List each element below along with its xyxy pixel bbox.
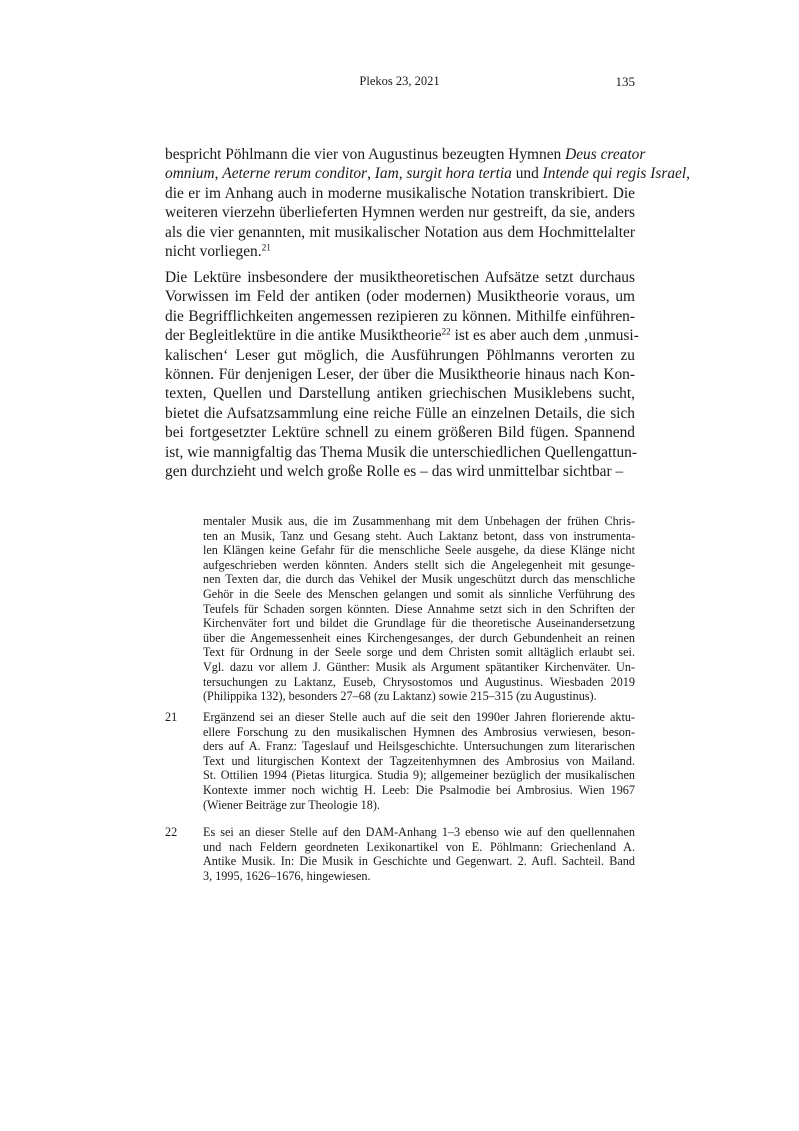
text-run: kalischen‘ Leser gut möglich, die Ausführungen Pöhlmanns verorten zu <box>165 346 635 364</box>
text-line <box>165 326 639 345</box>
text-line <box>203 631 635 646</box>
text-line <box>203 825 635 840</box>
body-paragraph <box>165 268 639 481</box>
footnote-reference[interactable]: 21 <box>261 242 271 253</box>
text-line <box>165 223 635 242</box>
text-run: bietet die Aufsatzsammlung eine reiche Fülle an einzelnen Details, die sich <box>165 404 635 422</box>
italic-title: Iam, surgit hora tertia <box>374 165 512 183</box>
text-run: bespricht Pöhlmann die vier von Augustinus bezeugten Hymnen <box>165 146 566 163</box>
italic-title: Intende qui regis Israel <box>542 165 687 183</box>
footnote-21 <box>165 710 635 812</box>
text-line <box>165 145 646 164</box>
text-run: Die Lektüre insbesondere der musiktheoretischen Aufsätze setzt durchaus <box>165 269 635 286</box>
text-line <box>203 616 635 631</box>
text-run: (Wiener Beiträge zur Theologie 18). <box>203 797 380 812</box>
footnote-number: 21 <box>165 710 178 724</box>
text-line <box>165 423 635 442</box>
text-line <box>165 203 635 222</box>
text-line <box>203 739 635 754</box>
text-run: ten an Musik, Tanz und Gesang steht. Auch Laktanz betont, dass von instrumenta- <box>203 528 635 543</box>
text-run: aufgeschrieben werden könnten. Anders stellt sich die Angelegenheit mit gesunge- <box>203 557 635 572</box>
text-line <box>203 783 635 798</box>
text-run: bei fortgesetzter Lektüre schnell zu einem größeren Bild fügen. Spannend <box>165 424 635 442</box>
text-line <box>165 184 635 203</box>
text-run: und nach Feldern geordneten Lexikonartikel von E. Pöhlmann: Griechenland A. <box>203 839 635 854</box>
text-run: ellere Forschung zu den musikalischen Hymnen des Ambrosius verwiesen, beson- <box>203 724 635 739</box>
text-run: als die vier genannten, mit musikalischer Notation aus dem Hochmittelalter <box>165 223 635 241</box>
text-line <box>165 164 690 183</box>
text-run: Text und liturgischen Kontext der Tagzeitenhymnen des Ambrosius von Mailand. <box>203 753 635 768</box>
text-run: Ergänzend sei an dieser Stelle auch auf die seit den 1990er Jahren florierende aktu- <box>203 710 635 724</box>
text-line <box>203 543 635 558</box>
text-run: und <box>511 165 543 183</box>
italic-title: Aeterne rerum conditor <box>222 165 368 183</box>
text-run: Teufels für Schaden sorgen könnten. Diese Annahme setzt sich in den Schriften der <box>203 601 635 616</box>
text-run: Text für Ordnung in der Seele sorge und dem Christen somit alltäglich erlaubt sei. <box>203 645 635 660</box>
text-line <box>203 840 635 855</box>
text-line <box>165 287 635 306</box>
text-line <box>203 587 635 602</box>
text-line <box>165 268 635 287</box>
text-run: Es sei an dieser Stelle auf den DAM-Anhang 1–3 ebenso wie auf den quellennahen <box>203 825 635 839</box>
text-run: texten, Quellen und Darstellung antiken griechischen Musiklebens sucht, <box>165 385 635 403</box>
text-run: 3, 1995, 1626–1676, hingewiesen. <box>203 868 371 883</box>
text-run: Antike Musik. In: Die Musik in Geschichte und Gegenwart. 2. Aufl. Sachteil. Band <box>203 854 635 869</box>
text-line <box>203 725 635 740</box>
text-line <box>203 558 635 573</box>
text-line <box>203 754 635 769</box>
running-header: Plekos 23, 2021 <box>359 74 440 88</box>
text-line <box>165 365 635 384</box>
body-paragraph <box>165 145 690 261</box>
text-line <box>203 798 635 813</box>
text-line <box>203 768 635 783</box>
text-run: Vorwissen im Feld der antiken (oder modernen) Musiktheorie voraus, um <box>165 288 635 306</box>
text-run: weiteren vierzehn überlieferten Hymnen werden nur gestreift, da sie, anders <box>165 204 635 222</box>
text-line <box>203 710 635 725</box>
footnote-number: 22 <box>165 825 178 839</box>
text-line <box>203 660 635 675</box>
text-run: Vgl. dazu vor allem J. Günther: Musik als Argument spätantiker Kirchenväter. Un- <box>203 659 635 674</box>
text-run: ist, wie mannigfaltig das Thema Musik die unterschiedlichen Quellengattun- <box>165 443 638 461</box>
text-line <box>203 602 635 617</box>
text-run: St. Ottilien 1994 (Pietas liturgica. Studia 9); allgemeiner bezüglich der musikalischen <box>203 768 635 783</box>
text-line <box>165 462 635 481</box>
text-run: , <box>686 165 690 183</box>
text-line <box>165 384 635 403</box>
text-run: (Philippika 132), besonders 27–68 (zu Laktanz) sowie 215–315 (zu Augustinus). <box>203 689 597 704</box>
text-line <box>203 869 635 884</box>
text-run: mentaler Musik aus, die im Zusammenhang mit dem Unbehagen der frühen Chris- <box>203 514 635 528</box>
text-line <box>165 346 635 365</box>
text-run: gen durchzieht und welch große Rolle es – das wird unmittelbar sichtbar – <box>165 463 624 481</box>
text-run: Kontexte immer noch wichtig H. Leeb: Die Psalmodie bei Ambrosius. Wien 1967 <box>203 782 635 797</box>
text-line <box>165 443 638 462</box>
text-line <box>203 572 635 587</box>
footnote-continuation <box>203 514 635 704</box>
text-run: über die Angemessenheit eines Kirchengesanges, der durch Gebundenheit an reinen <box>203 630 635 645</box>
text-line <box>203 675 635 690</box>
text-run: nicht vorliegen. <box>165 243 262 261</box>
text-run: können. Für denjenigen Leser, der über die Musiktheorie hinaus nach Kon- <box>165 366 635 384</box>
italic-title: omnium <box>165 165 215 183</box>
text-line <box>165 307 635 326</box>
text-line <box>203 529 635 544</box>
text-line <box>203 689 635 704</box>
text-line <box>165 242 635 261</box>
text-run: ist es aber auch dem ‚unmusi- <box>450 327 639 345</box>
text-run: die er im Anhang auch in moderne musikalische Notation transkribiert. Die <box>165 184 635 202</box>
text-run: , <box>214 165 223 183</box>
page-number: 135 <box>615 74 635 89</box>
text-run: Kirchenväter fort und bildet die Grundlage für die theoretische Auseinandersetzung <box>203 616 635 631</box>
text-line <box>165 404 635 423</box>
text-run: der Begleitlektüre in die antike Musiktheorie <box>165 327 442 345</box>
text-run: Gehör in die Seele des Menschen gelangen und somit als sinnliche Verführung des <box>203 586 635 601</box>
text-run: ders auf A. Franz: Tageslauf und Heilsgeschichte. Untersuchungen zum literarischen <box>203 739 635 754</box>
text-line <box>203 514 635 529</box>
footnote-22 <box>165 825 635 883</box>
text-run: die Begrifflichkeiten angemessen rezipieren zu können. Mithilfe einführen- <box>165 307 635 325</box>
text-run: len Klängen keine Gefahr für die menschliche Seele ausgehe, da diese Klänge nicht <box>203 543 635 558</box>
text-line <box>203 645 635 660</box>
footnote-reference[interactable]: 22 <box>441 326 451 337</box>
text-run: nen Texten dar, die durch das Vehikel der Musik ungeschützt durch das menschliche <box>203 572 635 587</box>
text-run: tersuchungen zu Laktanz, Euseb, Chrysostomos und Augustinus. Wiesbaden 2019 <box>203 674 635 689</box>
text-run: , <box>367 165 375 183</box>
text-line <box>203 854 635 869</box>
italic-title: Deus creator <box>565 146 646 163</box>
